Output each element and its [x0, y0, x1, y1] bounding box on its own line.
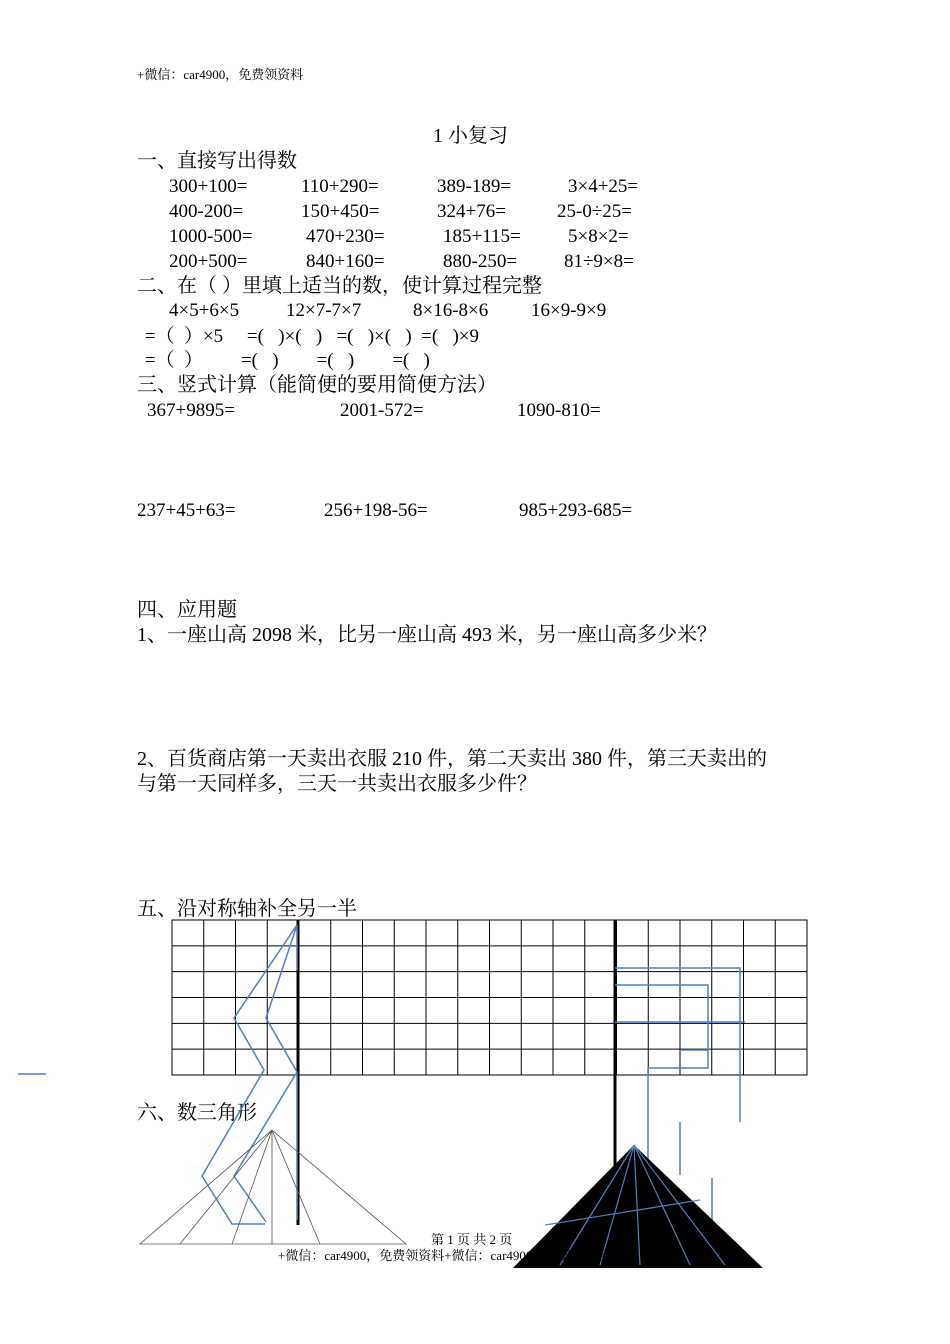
vertical-calc: 1090-810=	[517, 400, 601, 421]
symmetry-grid	[172, 920, 807, 1075]
calc-item: 470+230=	[306, 226, 385, 247]
word-problem-2-line1: 2、百货商店第一天卖出衣服 210 件，第二天卖出 380 件，第三天卖出的	[137, 748, 767, 770]
calc-item: 324+76=	[437, 201, 506, 222]
calc-item: 3×4+25=	[568, 176, 639, 197]
vertical-calc: 237+45+63=	[137, 500, 236, 521]
fill-expr: 16×9-9×9	[531, 300, 607, 321]
fill-expr: 12×7-7×7	[286, 300, 362, 321]
calc-item: 25-0÷25=	[557, 201, 632, 222]
calc-item: 150+450=	[301, 201, 380, 222]
fill-expr: 8×16-8×6	[413, 300, 489, 321]
calc-item: 5×8×2=	[568, 226, 629, 247]
section5-heading: 五、沿对称轴补全另一半	[137, 898, 357, 920]
word-problem-2-line2: 与第一天同样多，三天一共卖出衣服多少件？	[137, 773, 537, 795]
fill-line: =（ ） =( ) =( ) =( )	[140, 350, 430, 371]
outlined-triangle	[140, 1130, 406, 1244]
word-problem-1: 1、一座山高 2098 米，比另一座山高 493 米，另一座山高多少米？	[137, 624, 717, 646]
calc-item: 880-250=	[443, 251, 518, 272]
calc-item: 389-189=	[437, 176, 512, 197]
fill-line: =（ ）×5 =( )×( ) =( )×( ) =( )×9	[140, 326, 479, 347]
vertical-calc: 367+9895=	[147, 400, 235, 421]
calc-item: 185+115=	[443, 226, 521, 247]
page-number: 第 1 页 共 2 页	[431, 1232, 513, 1247]
footer-watermark: +微信：car4900，免费领资料+微信：car4900，免费领资料	[278, 1248, 611, 1263]
calc-item: 400-200=	[169, 201, 244, 222]
vertical-calc: 256+198-56=	[324, 500, 428, 521]
section6-heading: 六、数三角形	[137, 1102, 257, 1124]
vertical-calc: 2001-572=	[340, 400, 424, 421]
calc-item: 200+500=	[169, 251, 248, 272]
page-title: 1 小复习	[433, 125, 508, 147]
section2-heading: 二、在（ ）里填上适当的数，使计算过程完整	[137, 275, 542, 297]
header-watermark: +微信：car4900，免费领资料	[137, 67, 304, 82]
section4-heading: 四、应用题	[137, 599, 237, 621]
calc-item: 81÷9×8=	[564, 251, 634, 272]
calc-item: 110+290=	[301, 176, 379, 197]
vertical-calc: 985+293-685=	[519, 500, 633, 521]
section3-heading: 三、竖式计算（能简便的要用简便方法）	[137, 374, 497, 396]
section1-heading: 一、直接写出得数	[137, 150, 297, 172]
calc-item: 300+100=	[169, 176, 248, 197]
calc-item: 1000-500=	[169, 226, 253, 247]
fill-expr: 4×5+6×5	[169, 300, 240, 321]
calc-item: 840+160=	[306, 251, 385, 272]
